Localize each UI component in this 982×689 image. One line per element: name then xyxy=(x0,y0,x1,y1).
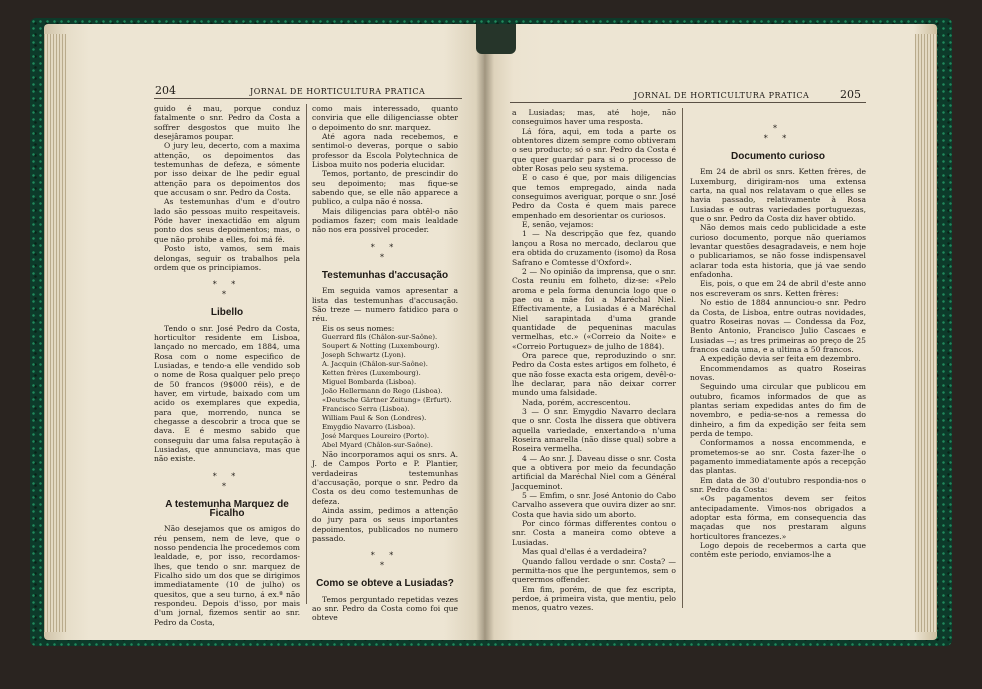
paragraph: Em data de 30 d'outubro respondia-nos o snr. Pedro da Costa: xyxy=(690,475,866,495)
witness-item: Abel Myard (Châlon-sur-Saône). xyxy=(322,440,433,449)
paragraph: 2 — No opinião da imprensa, que o snr. Costa reuniu em folheto, diz-se: «Pelo aroma e pela forma denuncia logo que o pae ou a mãe foi a Maréchal Niel. Effectivamente, a Lusiadas é a Maréchal Niel sarapintada d'uma grande quantidade de pequeninas maculas vermelhas, etc.» («Correio da Noite» e «Correio Portuguez» de julho de 1884). xyxy=(512,266,676,351)
paragraph: Posto isto, vamos, sem mais delongas, seguir os trabalhos pela ordem que os principiamos. xyxy=(154,244,300,272)
paragraph: Lá fóra, aqui, em toda a parte os obtentores dizem sempre como obtiveram o seu producto; só o snr. Pedro da Costa é que quer guardar para si o processo de obter Rosas pelo seu systema. xyxy=(512,126,676,174)
left-header-rule xyxy=(154,98,462,99)
paragraph: Encommendamos as quatro Roseiras novas. xyxy=(690,363,866,382)
witness-item: João Hellermann do Rego (Lisboa). xyxy=(322,386,443,395)
paragraph: a Lusiadas; mas, até hoje, não conseguimos haver uma resposta. xyxy=(512,108,676,127)
paragraph: Temos, portanto, de prescindir do seu depoimento; mas fique-se sabendo que, se elle não apparece a publico, a culpa não é nossa. xyxy=(312,169,458,207)
paragraph: Não demos mais cedo publicidade a este curioso documento, porque não queriamos levantar questões desagradaveis, e nem hoje o publicariamos, se não fosse indispensavel aclarar toda esta historia, que já vae sendo enfadonha. xyxy=(690,223,866,280)
witness-item: Joseph Schwartz (Lyon). xyxy=(322,350,406,359)
paragraph: «Os pagamentos devem ser feitos antecipadamente. Vimos-nos obrigados a adoptar esta fórma, em consequencia das maçadas que nos prestaram alguns horticultores francezes.» xyxy=(690,494,866,541)
section-separator: * * * xyxy=(763,124,793,143)
right-column-1 xyxy=(512,108,676,613)
witness-item: Guerrard fils (Châlon-sur-Saône). xyxy=(322,332,438,341)
paragraph: 1 — Na descripção que fez, quando lançou a Rosa no mercado, declarou que era obtida do cruzamento (isomo) da Rosa Safrano e Comtesse d'Oxford». xyxy=(512,229,676,267)
paragraph: 3 — O snr. Emygdio Navarro declara que o snr. Costa lhe dissera que obtivera aquella variedade, enxertando-a n'uma Roseira amarella (não disse qual) sobre a Roseira vermelha. xyxy=(512,407,676,454)
witness-item: José Marques Loureiro (Porto). xyxy=(322,431,430,440)
paragraph: E, senão, vejamos: xyxy=(522,220,594,230)
left-column-2 xyxy=(312,104,458,623)
paragraph: Quando fallou verdade o snr. Costa? —permitta-nos que lhe perguntemos, sem o querermos offender. xyxy=(512,556,676,585)
witness-item: Emygdio Navarro (Lisboa). xyxy=(322,422,416,431)
left-page-edge xyxy=(44,34,66,632)
section-heading-marquez: A testemunha Marquez de Ficalho xyxy=(165,498,289,520)
section-heading-accusacao: Testemunhas d'accusação xyxy=(321,269,449,281)
section-heading-libello: Libello xyxy=(210,307,244,319)
right-running-head: JORNAL DE HORTICULTURA PRATICA xyxy=(634,91,810,100)
paragraph: Em seguida vamos apresentar a lista das testemunhas d'accusação. São treze — numero fatidico para o réu. xyxy=(312,286,458,324)
section-separator: * * * xyxy=(370,551,400,571)
witness-item: Francisco Serra (Lisboa). xyxy=(322,404,410,413)
paragraph: Eis, pois, o que em 24 de abril d'este anno nos escreveram os snrs. Ketten frères: xyxy=(690,279,866,298)
paragraph: 5 — Emfim, o snr. José Antonio do Cabo Carvalho assevera que ouvira dizer ao snr. Costa que havia sido um aborto. xyxy=(512,491,677,519)
right-page xyxy=(484,24,937,640)
paragraph: Até agora nada recebemos, e sentimol-o deveras, porque o sabio professor da Escola Polytechnica de Lisboa muito nos poderia elucidar. xyxy=(312,132,458,170)
witness-list xyxy=(312,333,458,450)
right-page-edge xyxy=(915,34,937,632)
paragraph: E o caso é que, por mais diligencias que temos empregado, ainda nada conseguimos averiguar, porque o snr. José Pedro da Costa é quem mais parece empenhado em desorientar os curiosos. xyxy=(512,173,676,220)
paragraph: Por cinco fórmas differentes contou o snr. Costa a maneira como obteve a Lusiadas. xyxy=(512,519,676,547)
paragraph: No estio de 1884 annunciou-o snr. Pedro da Costa, de Lisboa, entre outras novidades, quatro Roseiras novas — Condessa da Foz, Bento Antonio, Francisco Julio Cascaes e Lusiadas —; as tres primeiras ao preço de 25 francos cada uma, e a ultima a 50 francos. xyxy=(690,298,866,354)
paragraph: como mais interessado, quanto conviria que elle diligenciasse obter o depoimento do snr. marquez. xyxy=(312,104,458,132)
paragraph: Seguindo uma circular que publicou em outubro, ficamos informados de que as plantas seriam expedidas antes do fim de novembro, e pedia-se-nos a remessa do dinheiro, a fim da expedição ser feita sem perda de tempo. xyxy=(690,382,866,438)
witness-item: Ketten frères (Luxembourg). xyxy=(322,368,421,377)
witness-item: William Paul & Son (Londres). xyxy=(322,413,427,422)
right-page-number: 205 xyxy=(840,88,861,101)
paragraph: Mais diligencias para obtêl-o não podiamos fazer; com mais lealdade não nos era possivel proceder. xyxy=(312,206,458,235)
paragraph: Conformamos a nossa encommenda, e prometemos-se ao snr. Costa fazer-lhe o pagamento immediatamente após a recepção das plantas. xyxy=(690,438,866,476)
paragraph: Ainda assim, pedimos a attenção do jury para os seus importantes depoimentos, publicados no numero passado. xyxy=(312,505,458,543)
witness-item: Miguel Bombarda (Lisboa). xyxy=(322,377,417,386)
paragraph: Eis os seus nomes: xyxy=(322,323,395,333)
paragraph: Mas qual d'ellas é a verdadeira? xyxy=(522,547,647,557)
paragraph: Nada, porém, accrescentou. xyxy=(522,397,631,407)
left-running-head: JORNAL DE HORTICULTURA PRATICA xyxy=(250,87,426,96)
paragraph: Em fim, porém, de que fez escripta, perdoe, á primeira vista, que mentiu, pelo menos, quatro vezes. xyxy=(512,584,676,613)
paragraph: A expedição devia ser feita em dezembro. xyxy=(700,354,861,364)
paragraph: Ora parece que, reproduzindo o snr. Pedro da Costa estes artigos em folheto, é que não fosse exacta esta origem, devêl-o-lhe declarar, para não deixar correr mundo uma falsidade. xyxy=(512,350,676,398)
right-column-2 xyxy=(690,108,866,560)
witness-item: A. Jacquin (Châlon-sur-Saône). xyxy=(322,359,428,368)
paragraph: Logo depois de recebermos a carta que contêm este periodo, enviamos-lhe a xyxy=(690,541,866,560)
section-separator: * * * xyxy=(212,280,242,300)
open-book xyxy=(44,24,937,640)
witness-item: Soupert & Notting (Luxembourg). xyxy=(322,341,440,350)
paragraph: As testemunhas d'um e d'outro lado são pessoas muito respeitaveis. Póde haver inexactidão em algum ponto dos seus depoimentos; mas, o que não prohibe a elles, foi má fé. xyxy=(154,197,300,244)
book-gutter xyxy=(476,24,494,640)
column-divider xyxy=(306,104,307,604)
section-heading-obteve: Como se obteve a Lusiadas? xyxy=(316,578,454,590)
paragraph: Não incorporamos aqui os snrs. A. J. de Campos Porto e P. Plantier, verdadeiras testemunhas d'accusação, porque o snr. Pedro da Costa os deu como testemunhas de defeza. xyxy=(312,449,458,506)
paragraph: Tendo o snr. José Pedro da Costa, horticultor residente em Lisboa, lançado no mercado, em 1884, uma Rosa com o nome especifico de Lusiadas, e tendo-a elle vendido sob o nome de Rosa qualquer pelo preço de 50 francos (9$000 réis), e de haver, em virtude, baixado com um acido os exemplares que expedia, para que, morrendo, nunca se chegasse a descobrir a troca que se dava. E é mesmo sabido que conseguiu dar uma falsa reputação à Lusiadas, que annunciava, mas que não existe. xyxy=(154,323,300,464)
right-header-rule xyxy=(510,102,866,103)
column-divider xyxy=(682,108,683,608)
witness-item: «Deutsche Gärtner Zeitung» (Erfurt). xyxy=(322,395,452,404)
section-separator: * * * xyxy=(370,242,400,262)
left-column-1 xyxy=(154,104,300,627)
paragraph: O jury leu, decerto, com a maxima attenção, os depoimentos das testemunhas de defeza, e sómente por isso deixar de lhe pedir egual attenção para os depoimentos dos que accusam o snr. Pedro da Costa. xyxy=(154,141,300,198)
section-heading-documento: Documento curioso xyxy=(731,151,825,162)
section-separator: * * * xyxy=(212,471,242,491)
paragraph: guido é mau, porque conduz fatalmente o snr. Pedro da Costa a soffrer desgostos que muito lhe desejâramos poupar. xyxy=(154,104,300,142)
paragraph: Temos perguntado repetidas vezes ao snr. Pedro da Costa como foi que obteve xyxy=(312,594,458,623)
left-page xyxy=(44,24,484,640)
left-page-number: 204 xyxy=(155,84,176,97)
paragraph: Não desejamos que os amigos do réu pensem, nem de leve, que o nosso pendencia lhe procedemos com lealdade, e, por isso, recordamos-lhes, que tendo o snr. marquez de Ficalho sido um dos que se dirigimos immediatamente (10 de julho) os quesitos, que a seu turno, á ex.ª não respondeu. Depois d'isso, por mais d'um jornal, fizemos sentir ao snr. Pedro da Costa, xyxy=(154,524,300,627)
paragraph: 4 — Ao snr. J. Daveau disse o snr. Costa que a obtivera por meio da fecundação artificial da Maréchal Niel com a Général Jacqueminot. xyxy=(512,453,676,491)
paragraph: Em 24 de abril os snrs. Ketten frères, de Luxemburg, dirigiram-nos uma extensa carta, na qual nos relatavam o que elles se havia passado, relativamente à Rosa Lusiadas e outras variedades portuguezas, que o snr. Pedro da Costa diz haver obtido. xyxy=(690,167,866,224)
bookmark-ribbon xyxy=(476,24,516,54)
